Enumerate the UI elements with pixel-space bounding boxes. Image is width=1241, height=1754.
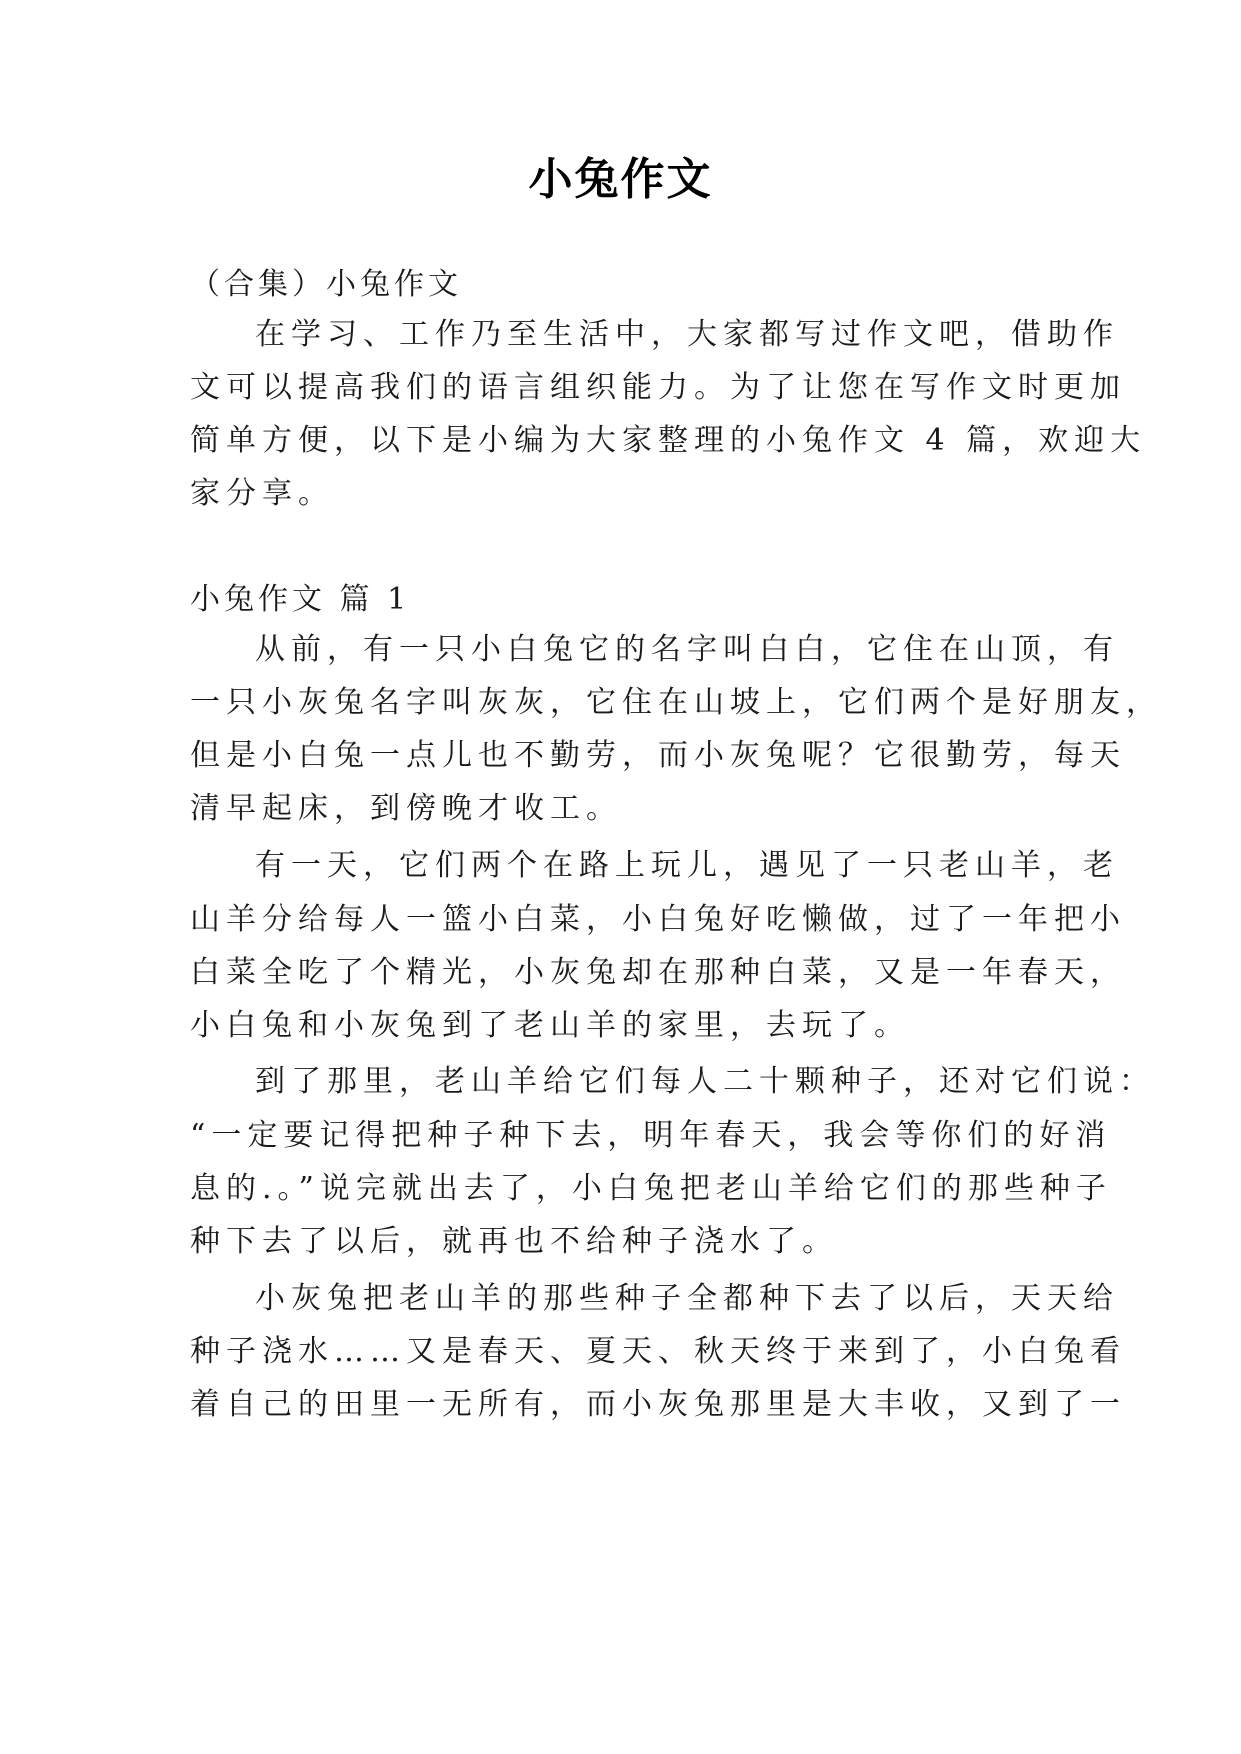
paragraph-line: 种下去了以后，就再也不给种子浇水了。 — [190, 1224, 838, 1259]
paragraph-line: 息的.。”说完就出去了，小白兔把老山羊给它们的那些种子 — [190, 1171, 1112, 1206]
intro-line: 文可以提高我们的语言组织能力。为了让您在写作文时更加 — [190, 370, 1126, 405]
paragraph-line: 小灰兔把老山羊的那些种子全都种下去了以后，天天给 — [255, 1281, 1119, 1316]
intro-line: 在学习、工作乃至生活中，大家都写过作文吧，借助作 — [255, 317, 1119, 352]
document-title: 小兔作文 — [528, 154, 713, 205]
collection-heading: （合集）小兔作文 — [190, 267, 462, 302]
paragraph-line: 白菜全吃了个精光，小灰兔却在那种白菜，又是一年春天， — [190, 955, 1126, 990]
intro-line: 简单方便，以下是小编为大家整理的小兔作文 4 篇，欢迎大 — [190, 423, 1147, 458]
paragraph-line: 清早起床，到傍晚才收工。 — [190, 791, 622, 826]
paragraph-line: 山羊分给每人一篮小白菜，小白兔好吃懒做，过了一年把小 — [190, 902, 1126, 937]
article-heading: 小兔作文 篇 1 — [190, 582, 411, 617]
paragraph-line: 一只小灰兔名字叫灰灰，它住在山坡上，它们两个是好朋友， — [190, 685, 1162, 720]
paragraph-line: 种子浇水……又是春天、夏天、秋天终于来到了，小白兔看 — [190, 1334, 1126, 1369]
paragraph-line: 到了那里，老山羊给它们每人二十颗种子，还对它们说： — [255, 1064, 1155, 1099]
intro-line: 家分享。 — [190, 476, 334, 511]
paragraph-line: “一定要记得把种子种下去，明年春天，我会等你们的好消 — [190, 1118, 1112, 1153]
paragraph-line: 小白兔和小灰兔到了老山羊的家里，去玩了。 — [190, 1008, 910, 1043]
paragraph-line: 但是小白兔一点儿也不勤劳，而小灰兔呢？它很勤劳，每天 — [190, 738, 1126, 773]
paragraph-line: 从前，有一只小白兔它的名字叫白白，它住在山顶，有 — [255, 632, 1119, 667]
paragraph-line: 有一天，它们两个在路上玩儿，遇见了一只老山羊，老 — [255, 848, 1119, 883]
paragraph-line: 着自己的田里一无所有，而小灰兔那里是大丰收，又到了一 — [190, 1387, 1126, 1422]
